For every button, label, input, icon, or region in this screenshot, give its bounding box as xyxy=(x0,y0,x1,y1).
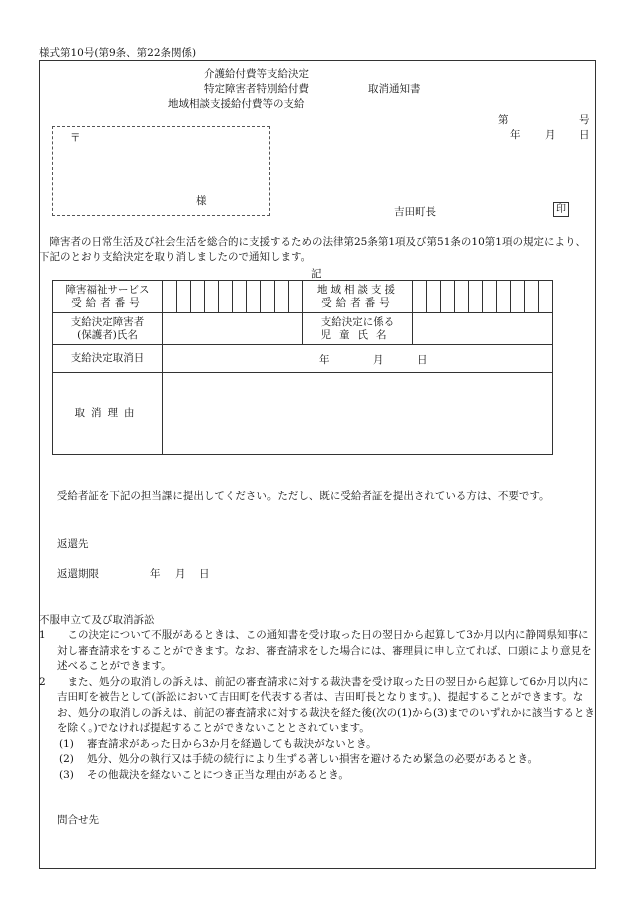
community-number-digit xyxy=(441,281,455,313)
community-number-label-line1: 地域相談支援 xyxy=(317,283,398,296)
appeal-subitem xyxy=(39,737,596,753)
header-line-3: 地域相談支援給付費等の支給 xyxy=(168,98,305,110)
appeal-subitem-number: (3) xyxy=(59,768,74,781)
header-line-1: 介護給付費等支給決定 xyxy=(204,68,309,80)
recipient-number-digit xyxy=(219,281,233,313)
child-name-field xyxy=(413,313,553,345)
appeal-item xyxy=(39,675,596,737)
appeal-subitem xyxy=(39,768,596,784)
recipient-number-digit xyxy=(261,281,275,313)
recipient-number-digit xyxy=(205,281,219,313)
child-name-label xyxy=(303,313,413,345)
community-number-digit xyxy=(525,281,539,313)
appeal-item xyxy=(39,628,596,675)
appeal-list xyxy=(39,628,596,783)
community-number-digit xyxy=(413,281,427,313)
child-name-label-line1: 支給決定に係る xyxy=(320,315,395,328)
recipient-honorific: 様 xyxy=(196,195,207,207)
header-line-2: 特定障害者特別給付費 xyxy=(204,83,309,95)
recipient-number-digit xyxy=(275,281,289,313)
appeal-subitem xyxy=(39,752,596,768)
intro-text: 障害者の日常生活及び社会生活を総合的に支援するための法律第25条第1項及び第51条の10第1項の規定により、下記のとおり支給決定を取り消しましたので通知します。 xyxy=(39,236,586,263)
recipient-number-digit xyxy=(163,281,177,313)
number-suffix: 号 xyxy=(579,114,590,126)
deadline-year: 年 xyxy=(150,568,161,580)
ki-label: 記 xyxy=(311,268,322,280)
person-name-label xyxy=(53,313,163,345)
recipient-number-digit xyxy=(247,281,261,313)
community-number-label xyxy=(303,281,413,313)
page-title: 取消通知書 xyxy=(368,83,421,95)
recipient-number-digit xyxy=(289,281,303,313)
cancel-date-year: 年 xyxy=(319,354,330,366)
contact-label: 問合せ先 xyxy=(57,814,99,826)
community-number-digit xyxy=(427,281,441,313)
community-number-digit xyxy=(511,281,525,313)
appeal-subitem-text: 処分、処分の執行又は手続の続行により生ずる著しい損害を避けるため緊急の必要があるとき。 xyxy=(87,753,539,765)
appeal-subitem-number: (1) xyxy=(59,737,74,750)
deadline-label: 返還期限 xyxy=(57,568,99,580)
deadline-month: 月 xyxy=(175,568,186,580)
community-number-digit xyxy=(539,281,553,313)
person-name-field xyxy=(163,313,303,345)
form-number: 様式第10号(第9条、第22条関係) xyxy=(39,47,197,59)
appeal-item-number: 2 xyxy=(39,675,46,688)
date-month: 月 xyxy=(545,129,556,141)
appeal-subitem-text: 審査請求があった日から3か月を経過しても裁決がないとき。 xyxy=(87,737,377,750)
issuer-name: 吉田町長 xyxy=(394,206,436,218)
return-note: 受給者証を下記の担当課に提出してください。ただし、既に受給者証を提出されている方は、不要です。 xyxy=(56,490,550,502)
community-number-digit xyxy=(497,281,511,313)
appeal-item-text: この決定について不服があるときは、この通知書を受け取った日の翌日から起算して3か月以内に静岡県知事に対し審査請求をすることができます。なお、審査請求をした場合には、審理員に申し立てれば、口頭により意見を述べることができます。 xyxy=(57,629,592,672)
appeal-subitem-number: (2) xyxy=(59,753,74,765)
postal-mark: 〒 xyxy=(70,132,81,144)
appeal-item-number: 1 xyxy=(39,629,46,641)
recipient-number-label-line2: 受給者番号 xyxy=(71,296,144,309)
date-day: 日 xyxy=(579,129,590,141)
recipient-number-label xyxy=(53,281,163,313)
reason-label: 取消理由 xyxy=(53,373,163,455)
community-number-label-line2: 受給者番号 xyxy=(321,296,394,309)
seal-mark: 印 xyxy=(553,202,569,217)
cancel-date-label: 支給決定取消日 xyxy=(53,345,163,373)
deadline-day: 日 xyxy=(199,568,210,580)
appeal-subitem-text: その他裁決を経ないことにつき正当な理由があるとき。 xyxy=(87,768,349,781)
person-name-label-line1: 支給決定障害者 xyxy=(70,315,145,328)
community-number-digit xyxy=(483,281,497,313)
cancel-date-day: 日 xyxy=(417,354,428,366)
person-name-label-line2: (保護者)氏名 xyxy=(77,328,138,341)
recipient-number-digit xyxy=(233,281,247,313)
cancel-date-field xyxy=(163,345,553,373)
community-number-digit xyxy=(455,281,469,313)
cancel-date-month: 月 xyxy=(373,354,384,366)
community-number-digit xyxy=(469,281,483,313)
date-year: 年 xyxy=(510,129,521,141)
appeal-title: 不服申立て及び取消訴訟 xyxy=(39,614,155,626)
recipient-number-label-line1: 障害福祉サービス xyxy=(65,283,150,296)
child-name-label-line2: 児童氏名 xyxy=(320,328,395,341)
appeal-item-text: また、処分の取消しの訴えは、前記の審査請求に対する裁決書を受け取った日の翌日から起算して6か月以内に吉田町を被告として(訴訟において吉田町を代表する者は、吉田町長となります。)、提起することができます。なお、処分の取消しの訴えは、前記の審査請求に対する裁決を経た後(次の(1)から(3)までのいずれかに該当するときを除く。)でなければ提起することができないこととされています。 xyxy=(57,675,595,734)
return-to-label: 返還先 xyxy=(57,538,89,550)
recipient-number-digit xyxy=(191,281,205,313)
number-prefix: 第 xyxy=(498,114,509,126)
address-window xyxy=(52,126,270,216)
recipient-number-digit xyxy=(177,281,191,313)
decision-table xyxy=(52,280,553,455)
reason-field xyxy=(163,373,553,455)
